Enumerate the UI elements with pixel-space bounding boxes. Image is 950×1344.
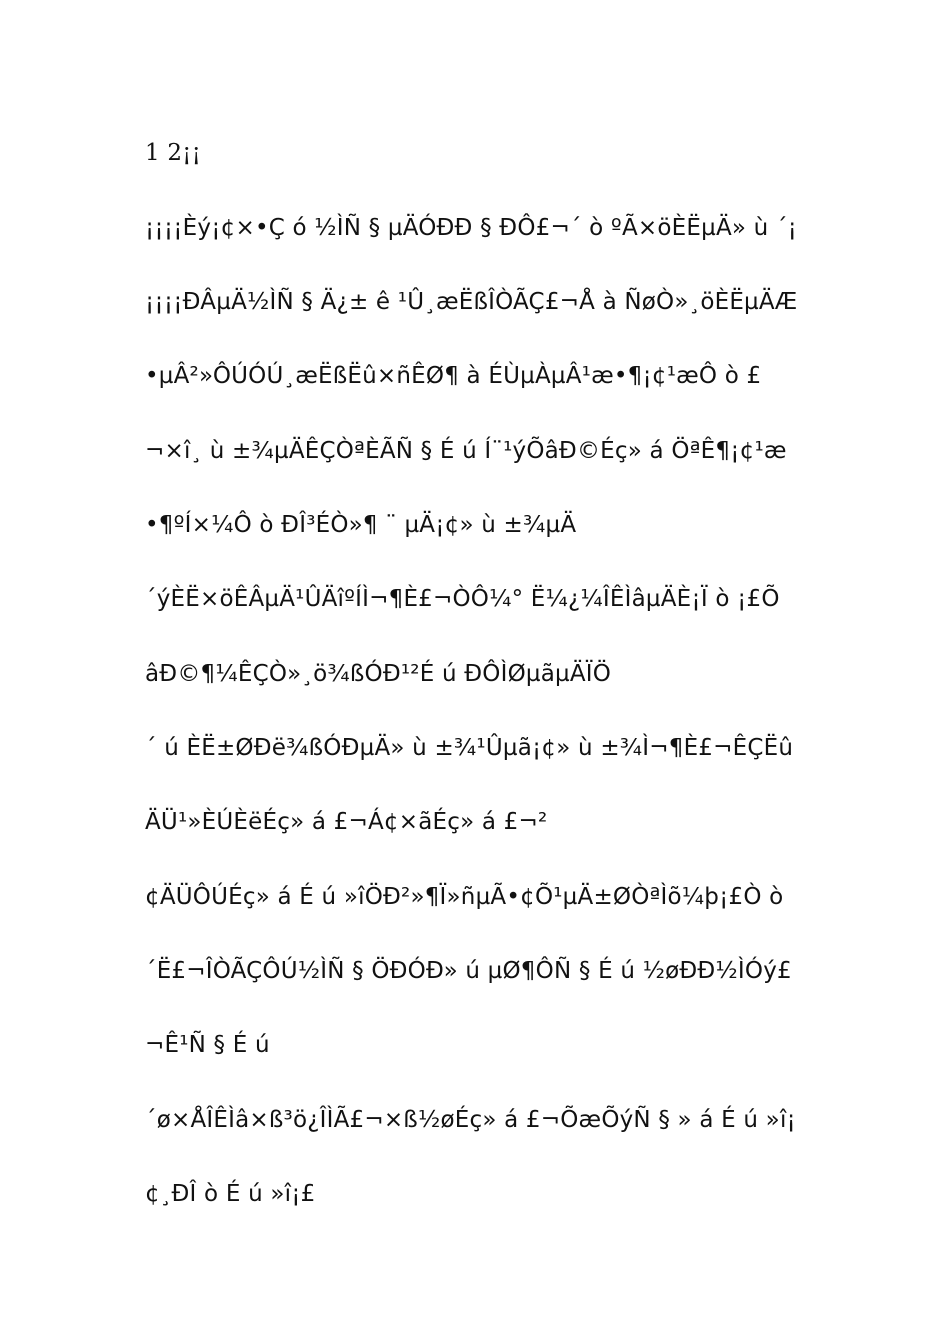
text-line-9: ´ ú ÈË±ØÐë¾ßÓÐµÄ» ù ±¾¹Ûµã¡¢» ù ±¾Ì¬¶È£¬ÊÇËû	[145, 735, 794, 761]
text-line-12: ´Ë£¬ÎÒÃÇÔÚ½ÌÑ § ÖÐÓÐ» ú µØ¶ÔÑ § É ú ½øÐÐ½ÌÓý£	[145, 958, 792, 984]
text-line-10: ÄÜ¹»ÈÚÈëÉç» á £¬Á¢×ãÉç» á £¬²	[145, 809, 548, 835]
text-line-13: ¬Ê¹Ñ § É ú	[145, 1032, 270, 1058]
text-line-15: ¢¸ÐÎ ò É ú »î¡£	[145, 1181, 316, 1207]
text-line-8: âÐ©¶¼ÊÇÒ»¸ö¾ßÓÐ¹²É ú ÐÔÌØµãµÄÏÖ	[145, 661, 612, 687]
text-line-6: •¶ºÍ×¼Ô ò ÐÎ³ÉÒ»¶ ¨ µÄ¡¢» ù ±¾µÄ	[145, 512, 577, 538]
text-line-4: •µÂ²»ÔÚÓÚ¸æËßËû×ñÊØ¶ à ÉÙµÀµÂ¹æ•¶¡¢¹æÔ ò £	[145, 363, 762, 389]
text-line-5: ¬×î¸ ù ±¾µÄÊÇÒªÈÃÑ § É ú Í¨¹ýÕâÐ©Éç» á ÖªÊ¶¡¢¹æ	[145, 438, 787, 464]
text-line-7: ´ýÈË×öÊÂµÄ¹ÛÄîºÍÌ¬¶È£¬ÒÔ¼° Ë¼¿¼ÎÊÌâµÄÈ¡Ï ò ¡£Õ	[145, 586, 780, 612]
text-line-2: ¡¡¡¡Èý¡¢×•Ç ó ½ÌÑ § µÄÓÐÐ § ÐÔ£¬´ ò ºÃ×öÈËµÄ» ù ´¡	[145, 215, 798, 241]
text-line-1: 1 2¡¡	[145, 140, 202, 166]
text-line-14: ´ø×ÅÎÊÌâ×ß³ö¿ÎÌÃ£¬×ß½øÉç» á £¬ÕæÕýÑ § » á É ú »î¡	[145, 1107, 796, 1133]
text-line-3: ¡¡¡¡ÐÂµÄ½ÌÑ § Ä¿± ê ¹Û¸æËßÎÒÃÇ£¬Å à ÑøÒ»¸öÈËµÄÆ	[145, 289, 798, 315]
text-line-11: ¢ÄÜÔÚÉç» á É ú »îÖÐ²»¶Ï»ñµÃ•¢Õ¹µÄ±ØÒªÌõ¼þ¡£Ò ò	[145, 884, 784, 910]
